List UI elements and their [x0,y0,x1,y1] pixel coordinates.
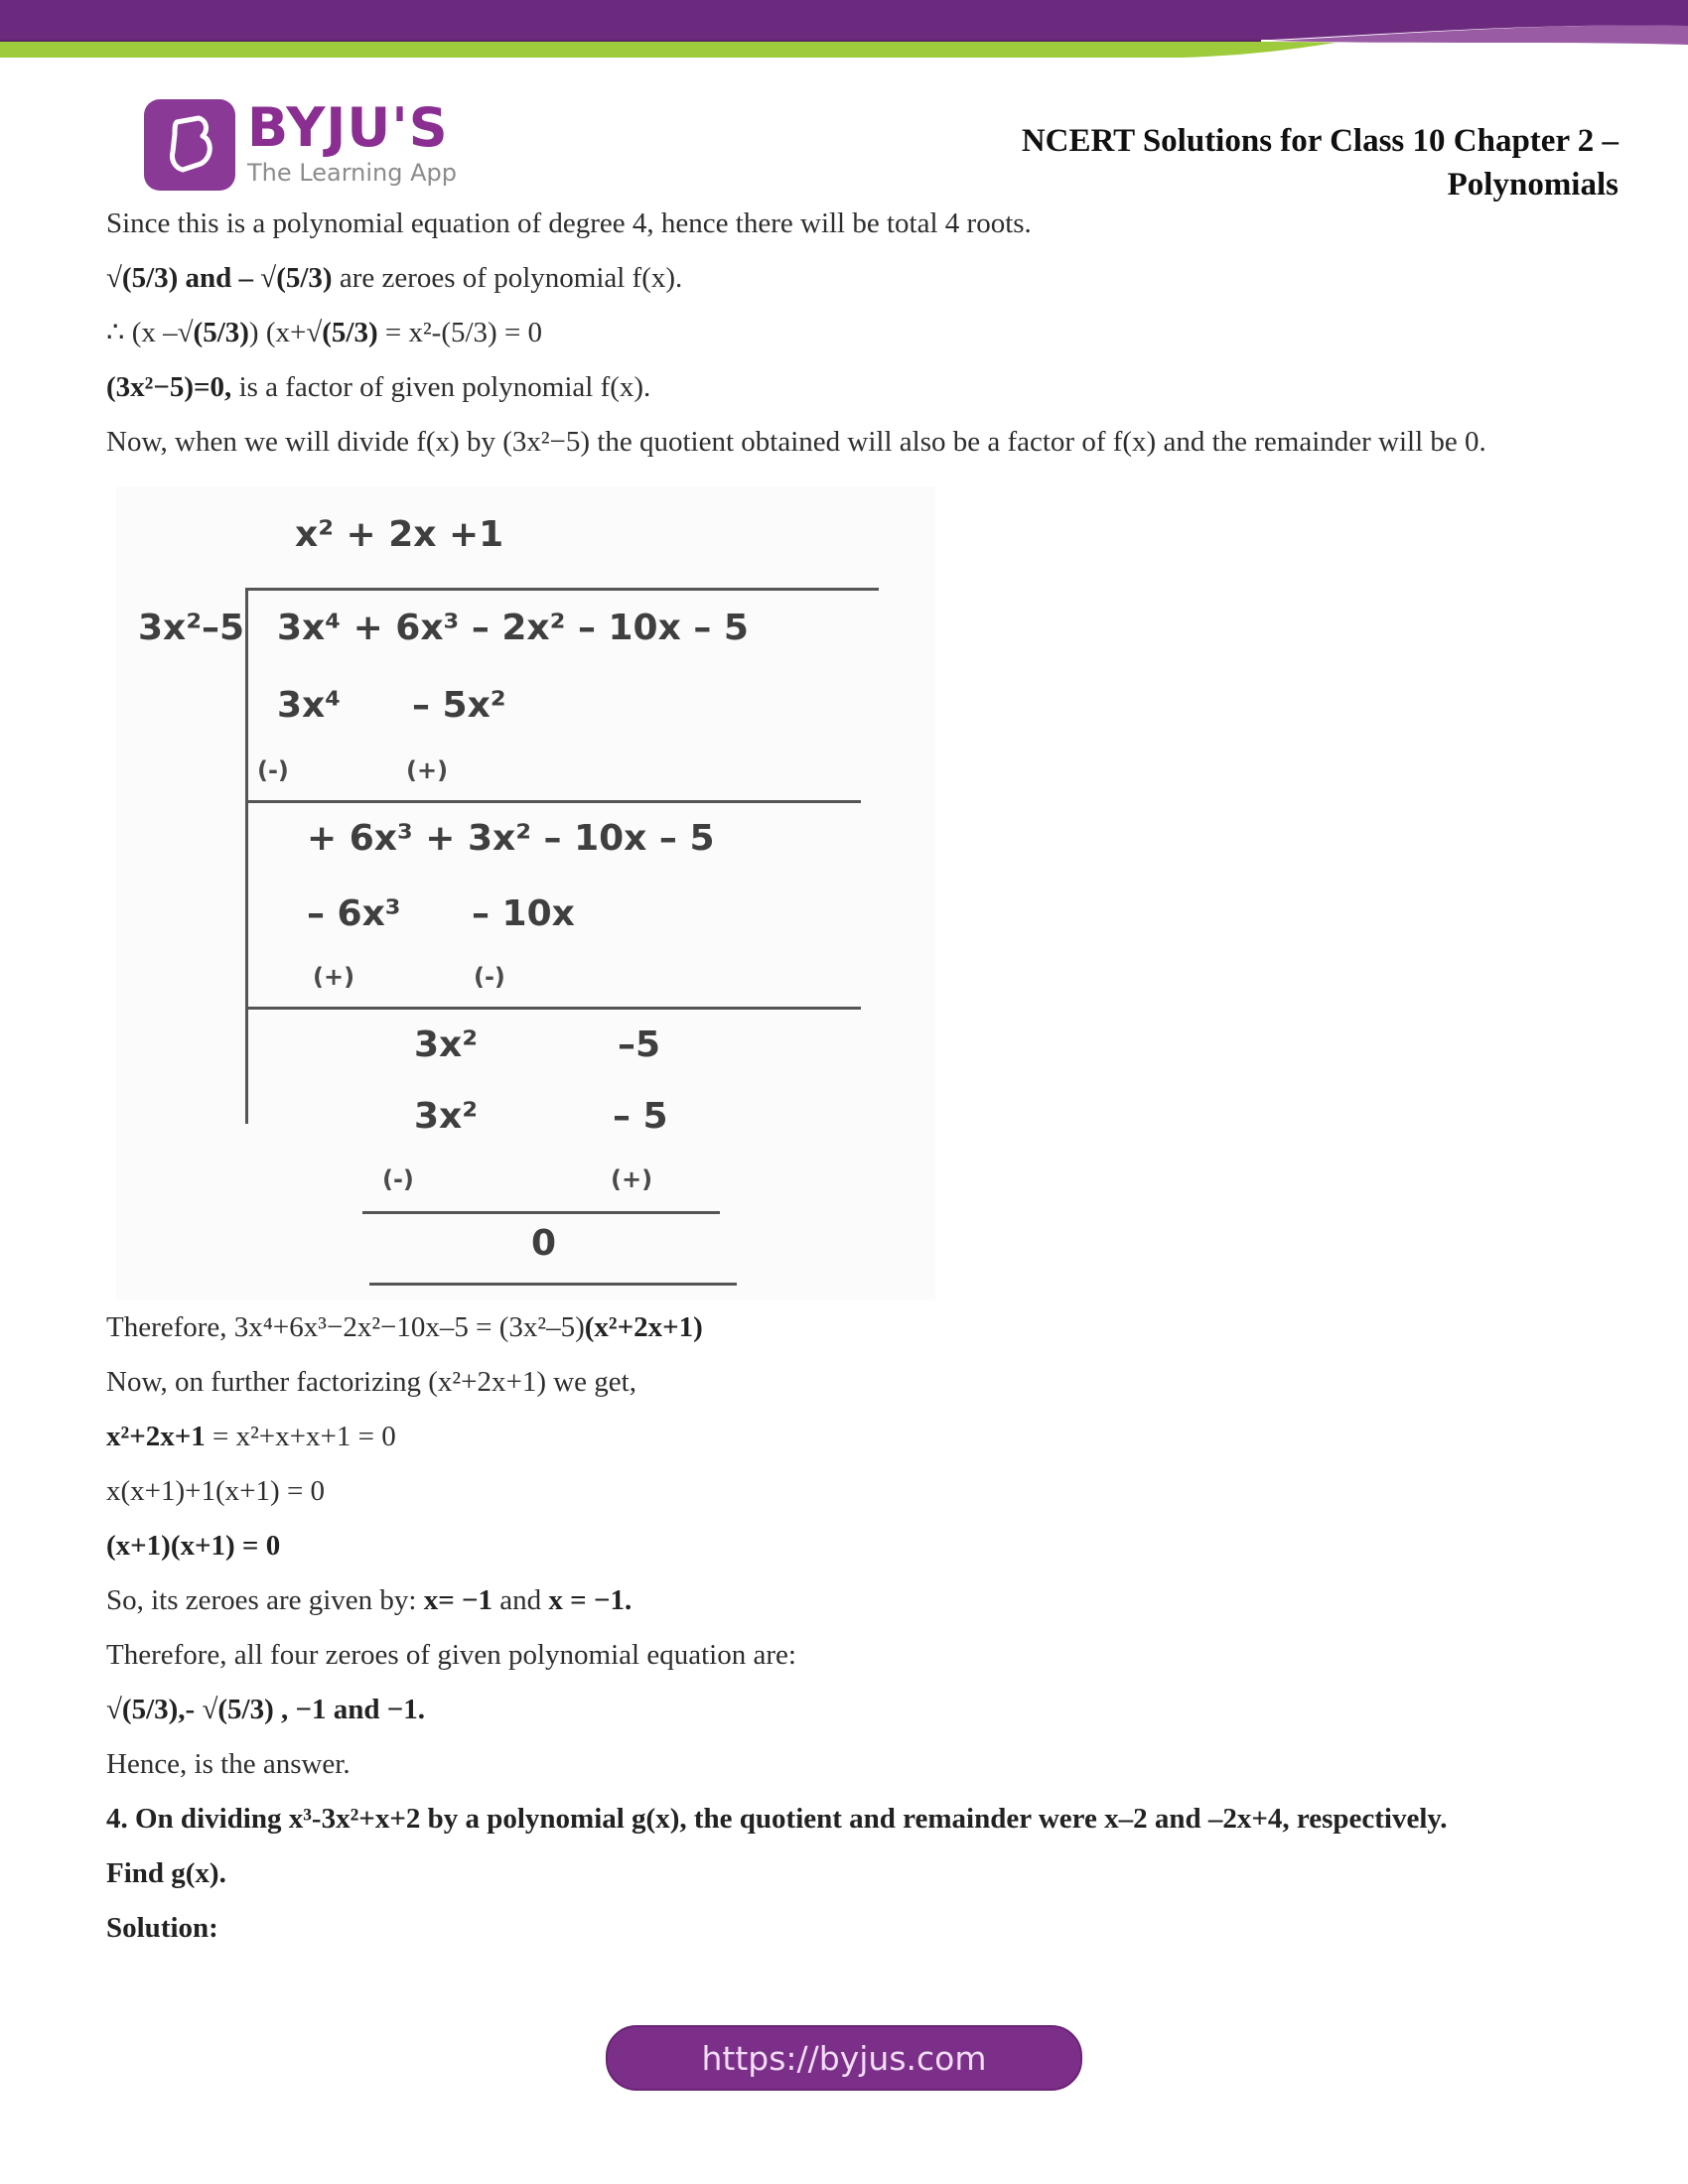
text-segment: (3x²−5)=0, [106,371,232,403]
banner-green-band [0,42,1336,58]
byjus-url-button[interactable]: https://byjus.com [606,2025,1082,2091]
paragraph [106,251,1688,306]
paragraph [106,1573,1688,1628]
text-segment: = x²-(5/3) = 0 [377,317,543,348]
byjus-logo-icon [144,99,235,191]
content-paragraphs-bottom [0,1300,1688,1956]
logo-tagline: The Learning App [247,159,457,187]
division-sign2-right: (-) [474,963,505,991]
text-segment: = x²+x+x+1 = 0 [205,1421,396,1452]
division-step3-right: – 5 [613,1096,668,1137]
text-segment: ) (x+√ [248,317,323,348]
paragraph [106,1737,1688,1792]
text-segment: √(5/3),- √(5/3) , −1 and −1. [106,1694,426,1725]
paragraph [106,1300,1688,1355]
logo-brand: BYJU'S [247,96,449,159]
paragraph [106,1683,1688,1737]
text-segment: √(5/3) and – √(5/3) [106,262,333,294]
paragraph [106,1628,1688,1683]
division-sign2-left: (+) [313,963,355,991]
division-sign3-left: (-) [382,1165,414,1193]
text-segment: x= −1 [423,1584,493,1616]
page-title-line2: Polynomials [1447,167,1618,203]
text-segment: Solution: [106,1912,218,1944]
division-step3-left: 3x² [414,1096,479,1137]
division-step2-right: – 10x [472,893,575,934]
page-title [1022,119,1618,206]
text-segment: Since this is a polynomial equation of degree 4, hence there will be total 4 roots. [106,207,1032,239]
text-segment: (x²+2x+1) [584,1311,703,1343]
logo-text [247,96,457,187]
division-step2-left: – 6x³ [307,893,401,934]
division-divisor: 3x²–5 [138,608,245,648]
logo-b-glyph [172,118,210,170]
text-segment: x = −1. [548,1584,633,1616]
text-segment: x(x+1)+1(x+1) = 0 [106,1475,326,1507]
division-dividend: 3x⁴ + 6x³ – 2x² – 10x – 5 [277,608,749,648]
division-step1-right: – 5x² [412,685,506,726]
text-segment: Therefore, all four zeroes of given polynomial equation are: [106,1639,796,1671]
division-rule-line-2 [245,1007,861,1010]
text-segment: are zeroes of polynomial f(x). [332,262,683,294]
division-sign1-right: (+) [406,756,449,784]
text-segment: ∴ (x –√ [106,317,194,348]
text-segment: Now, when we will divide f(x) by (3x²−5) the quotient obtained will also be a factor of f(x) and the remainder will be 0. [106,426,1486,458]
page-footer [0,2025,1688,2091]
content-paragraphs-top [0,197,1688,470]
byjus-logo [144,96,457,191]
division-rule-line-3 [362,1211,720,1214]
division-row3-right: –5 [618,1024,661,1065]
text-segment: So, its zeroes are given by: [106,1584,424,1616]
division-bracket-top-line [245,588,879,591]
text-segment: Now, on further factorizing (x²+2x+1) we get, [106,1366,636,1398]
text-segment: Find g(x). [106,1857,226,1889]
division-rule-line-1 [245,800,861,803]
top-banner-decoration [0,0,1688,60]
text-segment: Therefore, 3x⁴+6x³−2x²−10x–5 = (3x²–5) [106,1311,585,1343]
paragraph [106,306,1688,360]
page-header [0,60,1688,203]
division-quotient: x² + 2x +1 [295,514,504,555]
text-segment: is a factor of given polynomial f(x). [231,371,651,403]
division-row3-left: 3x² [414,1024,479,1065]
paragraph [106,1410,1688,1464]
paragraph [106,415,1688,470]
text-segment: (5/3) [193,317,249,348]
text-segment: and [492,1584,549,1616]
paragraph [106,1355,1688,1410]
text-segment: (x+1)(x+1) = 0 [106,1530,281,1562]
paragraph [106,1464,1688,1519]
text-segment: x²+2x+1 [106,1421,206,1452]
division-step1-left: 3x⁴ [277,685,342,726]
text-segment: Hence, is the answer. [106,1748,351,1780]
text-segment: (5/3) [322,317,378,348]
paragraph [106,360,1688,415]
division-remainder: 0 [531,1223,557,1264]
division-rule-line-4 [369,1283,737,1286]
division-row2: + 6x³ + 3x² – 10x – 5 [307,818,715,859]
division-bracket-vertical-line [245,588,248,1124]
division-sign1-left: (-) [257,756,289,784]
paragraph [106,1519,1688,1573]
division-sign3-right: (+) [611,1165,653,1193]
text-segment: 4. On dividing x³-3x²+x+2 by a polynomial g(x), the quotient and remainder were x–2 and –2x+4, respectively. [106,1803,1448,1835]
paragraph [106,1792,1688,1901]
long-division-figure [116,486,935,1300]
page-title-line1: NCERT Solutions for Class 10 Chapter 2 – [1021,123,1618,159]
paragraph [106,1901,1688,1956]
